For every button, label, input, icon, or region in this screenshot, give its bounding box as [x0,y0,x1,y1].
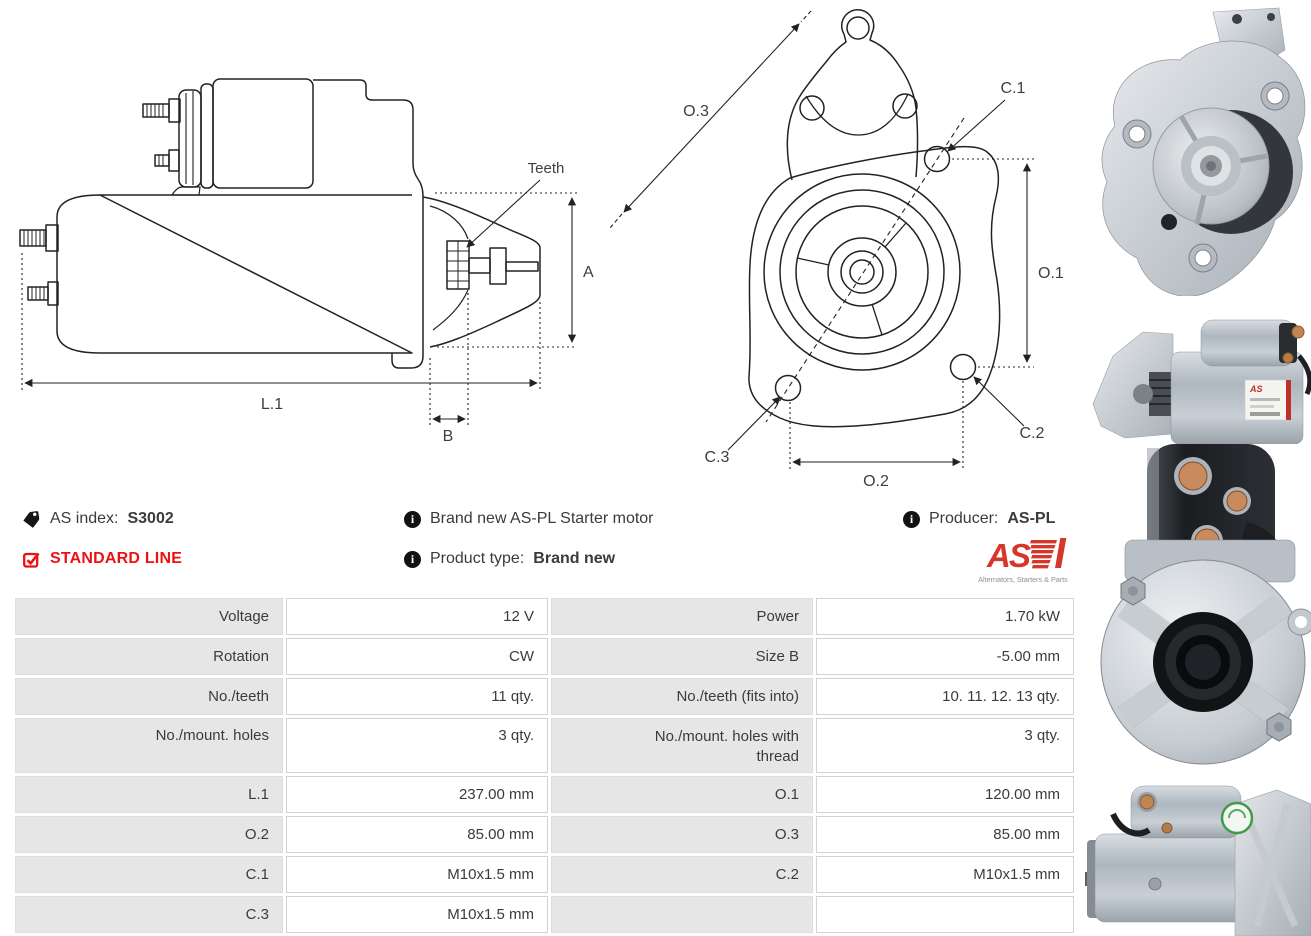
spec-label: No./mount. holes [15,718,283,773]
spec-label [551,896,813,933]
product-photo-side-2 [1085,776,1311,936]
product-photo-front-flange [1085,6,1311,296]
spec-label: L.1 [15,776,283,813]
spec-label: Size B [551,638,813,675]
spec-label: C.3 [15,896,283,933]
nose-cone [423,197,540,347]
spec-value: 85.00 mm [816,816,1074,853]
as-index-value: S3002 [127,510,174,527]
info-icon: i [404,551,421,568]
dim-A [435,193,594,347]
dim-label-o3: O.3 [683,103,709,120]
spec-label: No./teeth [15,678,283,715]
hole-c3 [776,376,801,401]
spec-value: M10x1.5 mm [816,856,1074,893]
as-index-label: AS index: [50,510,119,527]
dim-L1 [22,253,540,413]
logo-caption: Alternators, Starters & Parts [978,575,1068,584]
tag-icon [22,510,41,529]
spec-table-lower [15,776,1074,933]
dim-label-l1: L.1 [260,396,284,413]
standard-line-label: STANDARD LINE [50,550,183,567]
drive-housing [313,80,423,368]
c3-leader-line [728,397,780,450]
terminal-studs-left [20,225,58,305]
motor-body [57,195,412,353]
spec-value: 10. 11. 12. 13 qty. [816,678,1074,715]
spec-label: O.3 [551,816,813,853]
solenoid [143,79,313,195]
hole-c2 [951,355,976,380]
spec-label: O.1 [551,776,813,813]
dim-O1 [952,159,1064,367]
dim-label-c3: C.3 [704,449,730,466]
spec-value: 237.00 mm [286,776,548,813]
standard-line-badge [22,548,182,570]
brand-new-line [404,508,654,530]
logo-text: AS [987,537,1029,574]
front-view-technical-drawing [610,10,1064,490]
product-type-label: Product type: [430,550,525,567]
spec-value: CW [286,638,548,675]
as-pl-logo [973,534,1073,586]
checkbox-check-icon [22,550,41,569]
spec-label: C.2 [551,856,813,893]
product-photo-rear [1085,444,1311,776]
spec-value: 11 qty. [286,678,548,715]
product-type-line [404,548,615,570]
as-index-line [22,508,174,530]
spec-table-upper [15,598,1074,773]
bearing-circles [764,174,960,370]
dim-label-o1: O.1 [1038,265,1064,282]
spec-label: Power [551,598,813,635]
spec-label: Voltage [15,598,283,635]
teeth-leader-line [467,180,540,247]
technical-drawings [0,0,1080,500]
spec-value: 12 V [286,598,548,635]
spec-label: Rotation [15,638,283,675]
mounting-flange [749,147,1000,427]
spec-label: No./mount. holes with thread [551,718,813,773]
dim-label-o2: O.2 [863,473,889,490]
brand-new-text: Brand new AS-PL Starter motor [430,510,654,527]
spec-value: 1.70 kW [816,598,1074,635]
spec-value: 120.00 mm [816,776,1074,813]
svg-text:AS: AS [1250,384,1263,394]
c2-leader-line [974,377,1024,426]
spec-value: 85.00 mm [286,816,548,853]
spec-value: M10x1.5 mm [286,896,548,933]
dim-O2 [790,381,963,490]
dim-label-a: A [583,264,594,281]
side-view-technical-drawing [20,79,594,445]
spec-label: O.2 [15,816,283,853]
c1-leader-line [948,100,1005,151]
dim-label-teeth: Teeth [527,160,565,177]
spec-label: No./teeth (fits into) [551,678,813,715]
spec-value: -5.00 mm [816,638,1074,675]
info-icon: i [404,511,421,528]
dim-O3 [610,11,811,228]
product-type-value: Brand new [533,550,616,567]
spec-value [816,896,1074,933]
dim-label-c2: C.2 [1019,425,1045,442]
producer-label: Producer: [929,510,999,527]
spec-value: 3 qty. [816,718,1074,773]
producer-line [903,508,1055,530]
spec-value: M10x1.5 mm [286,856,548,893]
product-photo-side-1 [1085,296,1311,444]
dim-label-b: B [442,428,454,445]
spec-value: 3 qty. [286,718,548,773]
dim-label-c1: C.1 [1000,80,1026,97]
info-icon: i [903,511,920,528]
producer-value: AS-PL [1007,510,1056,527]
spec-label: C.1 [15,856,283,893]
